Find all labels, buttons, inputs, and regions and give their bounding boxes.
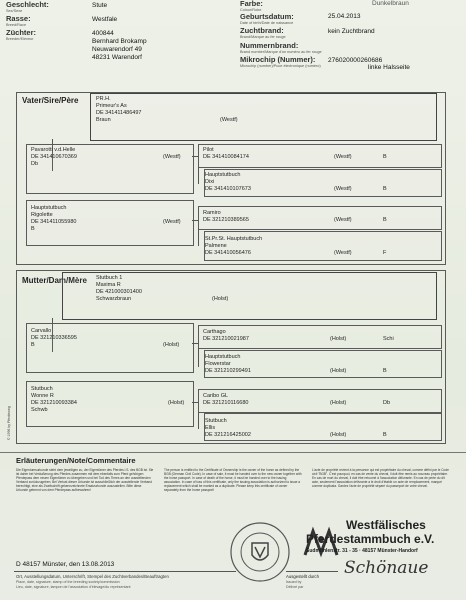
birthdate-sublabel: Date of birth/Date de naissance	[240, 21, 294, 25]
sire-ggd2-line-3: DE 341410056476	[205, 250, 251, 256]
dam-ggs1-line-1: Carthago	[203, 329, 226, 335]
dam-line-3: DE 421000301400	[96, 289, 142, 295]
breeder-line-3: Neuwarendorf 49	[92, 46, 142, 53]
breeder-line-2: Bernhard Brokamp	[92, 38, 147, 45]
sire-ggs2-line-1: Ramiro	[203, 210, 221, 216]
dam-code: (Holst)	[212, 296, 229, 302]
sire-gd1-line-4: B	[31, 226, 35, 232]
sire-ggd2-color: F	[383, 250, 387, 256]
dam-ggd1-line-2: Flowerstar	[205, 361, 231, 367]
sex-label: Geschlecht:	[6, 0, 49, 9]
dam-ggs1-color: Schi	[383, 336, 394, 342]
dam-ggd1-line-3: DE 321210299491	[205, 368, 251, 374]
dam-ggs2-code: (Holst)	[330, 400, 347, 406]
sire-heading: Vater/Sire/Père	[22, 96, 79, 105]
place-date-label: Ort, Ausstellungsdatum, Unterschrift, Stempel des Zuchtverbandes/Beauftragten	[16, 574, 169, 579]
brand-sublabel: Brand/Marque au fer rouge	[240, 35, 286, 39]
dam-gs1-code: (Holst)	[163, 342, 180, 348]
sire-gs1-line-3: Db	[31, 161, 39, 167]
sex-value: Stute	[92, 2, 108, 9]
microchip-value: 276020000260686	[328, 57, 383, 64]
org-name-line-2: Pferdestammbuch e.V.	[306, 532, 435, 546]
association-seal-icon	[229, 521, 291, 583]
dam-ggd2-color: B	[383, 432, 387, 438]
dam-ggd2-line-3: DE 321216425002	[205, 432, 251, 438]
brand-value: kein Zuchtbrand	[328, 28, 375, 35]
sire-line-4: Braun	[96, 117, 111, 123]
sire-gd1-line-1: Hauptstutbuch	[31, 205, 67, 211]
dam-gd1-line-2: Wonne R	[31, 393, 54, 399]
dam-ggd2-line-2: Ellis	[205, 425, 216, 431]
sire-ggd2-line-2: Palmene	[205, 243, 227, 249]
breed-label: Rasse:	[6, 14, 31, 23]
sire-ggd2-connector	[198, 228, 199, 246]
dam-heading: Mutter/Dam/Mère	[22, 276, 87, 285]
dam-ggd1-connector	[198, 347, 199, 367]
copyright-notice: © 1996 by Pferdeweg	[7, 406, 11, 440]
microchip-label: Mikrochip (Nummer):	[240, 55, 316, 64]
sire-ggd1-line-2: Dixi	[205, 179, 215, 185]
brand-label: Zuchtbrand:	[240, 26, 284, 35]
breeder-sublabel: Breeder/Eleveur	[6, 37, 34, 41]
notes-heading: Erläuterungen/Note/Commentaire	[16, 456, 136, 465]
breed-sublabel: Breed/Race	[6, 23, 27, 27]
microchip-location: linke Halsseite	[368, 64, 410, 71]
breeder-line-1: 400844	[92, 30, 114, 37]
sire-ggd1-code: (Westf)	[334, 186, 352, 192]
issued-by-rule	[286, 571, 338, 572]
dam-ggs2-line-2: DE 321210116680	[203, 400, 249, 406]
breeder-label: Züchter:	[6, 28, 36, 37]
issued-by-sub-fr: Délivré par	[286, 585, 304, 589]
notes-german: Die Eigentumsurkunde steht dem jeweiligen zu, der Eigentümer des Pferdes i.S. des BGB ist. Sie ist daher bei Veräußerung des Pferdes zusammen mit dem ebenfalls zum Pferd gehörigen Pferdepass dem neuen Eigentümer zu übergeben und bei Tod des Tieres an den ausstellenden Verband zurückzugeben. Bei Verlust dieser Urkunde ist ausschließlich der ausstellende Verband berechtigt, eine als Zweitschrift gekennzeichnete Ersatzurkunde auszustellen. Bitte diese Urkunde getrennt von dem Pferdepass aufbewahren!	[16, 468, 154, 492]
colour-sublabel: Colour/Robe	[240, 8, 262, 12]
dam-gd1-line-1: Stutbuch	[31, 386, 53, 392]
sire-gd1-line-2: Rigolette	[31, 212, 53, 218]
breeder-line-4: 48231 Warendorf	[92, 54, 142, 61]
number-brand-label: Nummernbrand:	[240, 41, 299, 50]
sire-gs1-code: (Westf)	[163, 154, 181, 160]
dam-gs1-line-2: DE 321210336595	[31, 335, 77, 341]
issuer-signature: Schönaue	[344, 558, 429, 578]
dam-ggs2-color: Db	[383, 400, 391, 406]
dam-line-1: Stutbuch 1	[96, 275, 123, 281]
place-date-rule	[14, 571, 236, 572]
birthdate-value: 25.04.2013	[328, 13, 361, 20]
sire-gs1-line-2: DE 341410670369	[31, 154, 77, 160]
notes-french: L'acte de propriété revient à la personne qui est propriétaire du cheval, comme défini par le Code civil "BGB". C'est pourquoi, en cas de vente du cheval, il doit être remis au nouveau propriétaire. En cas de mort du cheval, il doit être retourné à l'association délivrante. En cas de perte du dit acte, seulement l'association délivrante a le droit d'établir un acte de remplacement, marqué comme duplicata. Gardez l'acte de propriété séparé du passeport de votre cheval.	[312, 468, 449, 488]
sire-ggs1-code: (Westf)	[334, 154, 352, 160]
issued-by-sub-en: Issued by	[286, 580, 302, 584]
sire-gd1-line-3: DE 341411055980	[31, 219, 77, 225]
sire-ggs1-color: B	[383, 154, 387, 160]
colour-value: Dunkelbraun	[372, 0, 409, 7]
sire-line-3: DE 341411486497	[96, 110, 142, 116]
dam-line-4: Schwarzbraun	[96, 296, 132, 302]
sire-line-2: Primeur's As	[96, 103, 127, 109]
sire-ggs2-color: B	[383, 217, 387, 223]
sire-ggd1-connector	[198, 166, 199, 184]
dam-gd1-line-3: DE 321210093384	[31, 400, 77, 406]
sex-sublabel: Sex/Sexe	[6, 9, 23, 13]
dam-ggd2-code: (Holst)	[330, 432, 347, 438]
sire-code: (Westf)	[220, 117, 238, 123]
dam-ggd1-line-1: Hauptstutbuch	[205, 354, 241, 360]
sire-ggd2-line-1: St.Pr.St. Hauptstutbuch	[205, 236, 263, 242]
sire-box	[90, 93, 437, 141]
dam-ggd1-code: (Holst)	[330, 368, 347, 374]
issue-place-date: D 48157 Münster, den 13.08.2013	[16, 561, 115, 568]
sire-gd1-code: (Westf)	[163, 219, 181, 225]
sire-line-1: PR.H.	[96, 96, 111, 102]
sire-ggs2-line-2: DE 321210389565	[203, 217, 249, 223]
org-address: Sudmühlenstr. 31 - 35 · 48157 Münster-Handorf	[306, 548, 418, 554]
sire-ggd2-code: (Westf)	[334, 250, 352, 256]
dam-ggs1-code: (Holst)	[330, 336, 347, 342]
dam-gs1-line-1: Carvallo	[31, 328, 52, 334]
footer-rule	[0, 452, 466, 453]
place-date-sub-fr: Lieu, date, signature, tampon de l'association d'élevage/du représentant	[16, 585, 131, 589]
birthdate-label: Geburtsdatum:	[240, 12, 294, 21]
number-brand-sublabel: Brand number/Marque d'un numéro au fer rouge	[240, 50, 322, 54]
microchip-sublabel: Microchip (number)/Puce électronique (numéro)	[240, 64, 321, 68]
dam-ggs1-line-2: DE 321210021987	[203, 336, 249, 342]
sire-gs1-line-1: Pavarotti v.d.Helle	[31, 147, 76, 153]
dam-ggd2-connector	[198, 411, 199, 429]
dam-ggs2-line-1: Caribo GL	[203, 393, 229, 399]
place-date-sub-en: Place, date, signature, stamp of the breeding society/commission	[16, 580, 120, 584]
sire-ggd1-color: B	[383, 186, 387, 192]
dam-gd1-line-4: Schwb	[31, 407, 48, 413]
sire-ggd1-line-3: DE 341410107673	[205, 186, 251, 192]
sire-ggs1-line-1: Pilot	[203, 147, 214, 153]
dam-gd1-code: (Holst)	[168, 400, 185, 406]
dam-line-2: Maxima R	[96, 282, 121, 288]
breed-value: Westfale	[92, 16, 118, 23]
dam-ggd2-line-1: Stutbuch	[205, 418, 227, 424]
dam-gs1-line-3: B	[31, 342, 35, 348]
sire-ggs2-code: (Westf)	[334, 217, 352, 223]
org-name-line-1: Westfälisches	[346, 518, 426, 532]
sire-ggs1-line-2: DE 341410084174	[203, 154, 249, 160]
issued-by-label: Ausgestellt durch	[286, 574, 319, 579]
sire-ggd1-line-1: Hauptstutbuch	[205, 172, 241, 178]
colour-label: Farbe:	[240, 0, 263, 8]
notes-english: The person is entitled to the Certificate of Ownership is the owner of the horse as defined by the BGB (German Civil Code). In case of sale, it must be handed over to the new owner together with the horse passport. In case of death of the horse, it must be handed over to the issuing association. In case of loss of this certificate, only the issuing association is authorized to issue a replacement which shall be marked as a duplicate. Please keep this certificate of owner separately from the horse passport!	[164, 468, 302, 492]
dam-ggd1-color: B	[383, 368, 387, 374]
